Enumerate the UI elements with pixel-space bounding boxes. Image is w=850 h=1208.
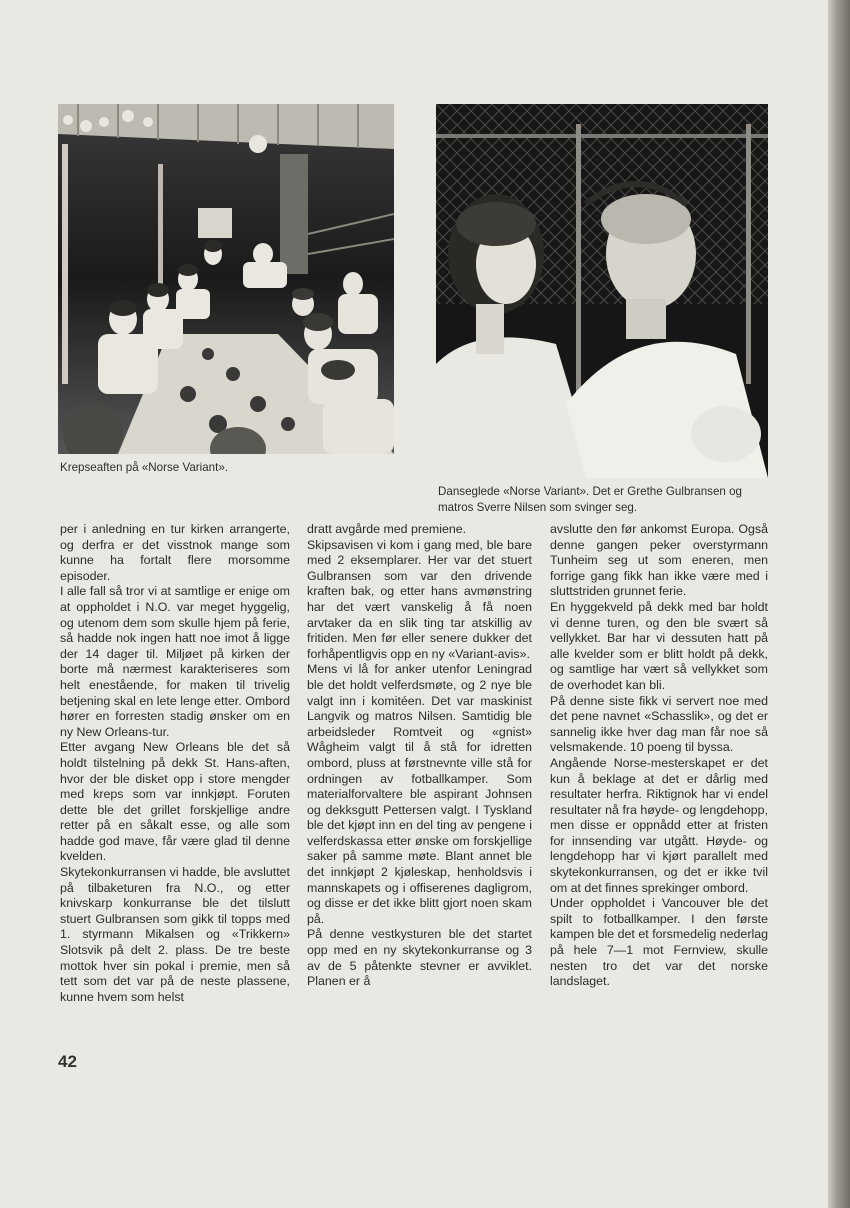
photo-dancing-couple	[436, 104, 768, 478]
paragraph: En hyggekveld på dekk med bar holdt vi denne turen, og den ble svært så vellykket. Bar har vi dessuten hatt på alle kvelder som er blitt holdt på dekk, og samtlige har vært så vellykket som de overhodet kan bli.	[550, 599, 768, 692]
text-column-3	[550, 522, 768, 990]
paragraph: På denne siste fikk vi servert noe med det pene navnet «Schasslik», og det er sannelig ikke hver dag man får noe så velsmakende. 10 poeng til byssa.	[550, 693, 768, 755]
page-binding-edge	[828, 0, 850, 1208]
paragraph: per i anledning en tur kirken arrangerte, og derfra er det visstnok mange som kunne ha fortalt flere morsomme episoder.	[60, 522, 290, 583]
paragraph: avslutte den før ankomst Europa. Også denne gangen peker overstyrmann Tunheim seg ut som eneren, men forrige gang fikk han ikke være med i sluttstriden grunnet ferie.	[550, 522, 768, 599]
paragraph: Skipsavisen vi kom i gang med, ble bare med 2 eksemplarer. Her var det stuert Gulbransen som var den drivende kraften bak, og etter hans avmønstring har det vært vanskelig å få noen arvtaker da en slik ting tar atskillig av fritiden. Men før eller senere dukker det forhåpentligvis opp en ny «Variant-avis».	[307, 537, 532, 661]
paragraph: Mens vi lå for anker utenfor Leningrad ble det holdt velferdsmøte, og 2 nye ble valgt inn i komitéen. Det var maskinist Langvik og matros Nilsen. Samtidig ble arbeidsleder Romtveit og «gnist» Wågheim valgt til å stå for idretten ombord, pluss at førstnevnte ville stå for ordningen av fotballkamper. Som materialforvaltere ble aspirant Johnsen og dekksgutt Pettersen valgt. I Tyskland ble det kjøpt inn en del ting av pengene i velferdskassa etter ønske om forskjellige saker på samme møte. Blant annet ble det innkjøpt 2 kjøleskap, henholdsvis i mannskapets og i offiserenes dagligrom, og disse er det ikke blitt gjort noen skam på.	[307, 662, 532, 926]
text-column-2	[307, 522, 532, 990]
photo-crayfish-party	[58, 104, 394, 454]
photo-caption-left: Krepseaften på «Norse Variant».	[60, 461, 228, 474]
page-number: 42	[58, 1052, 77, 1071]
paragraph: I alle fall så tror vi at samtlige er enige om at oppholdet i N.O. var meget hyggelig, og utenom dem som skulle hjem på ferie, så hadde nok ingen hatt noe imot å ligge der 14 dager til. Miljøet på kirken der borte må nærmest karakteriseres som helt enestående, for maken til trivelig betjening skal en lete lenge etter. Ombord hører en forresten stadig ønsker om en ny New Orleans-tur.	[60, 584, 290, 739]
paragraph: Angående Norse-mesterskapet er det kun å beklage at det er dårlig med resultater herfra. Riktignok har vi endel resultater nå fra høyde- og lengdehopp, men disse er oppnådd etter at fristen for innsending var utgått. Høyde- og lengdehopp har vi kjørt parallelt med skytekonkurransen, og det er ikke tvil om at det finnes sprekinger ombord.	[550, 755, 768, 895]
paragraph: Under oppholdet i Vancouver ble det spilt to fotballkamper. I den første kampen ble det et forsmedelig nederlag på hele 7—1 mot Fernview, skulle nesten tro det var det norske landslaget.	[550, 896, 768, 989]
paragraph: Etter avgang New Orleans ble det så holdt tilstelning på dekk St. Hans-aften, hvor der ble disket opp i store mengder med kreps som var innkjøpt. Foruten dette ble det grillet forskjellige andre retter på en såkalt esse, og alle som hadde god mave, får være glad til denne kvelden.	[60, 740, 290, 864]
paragraph: dratt avgårde med premiene.	[307, 522, 467, 536]
paragraph: Skytekonkurransen vi hadde, ble avsluttet på tilbaketuren fra N.O., og etter knivskarp konkurranse ble det tilslutt stuert Gulbransen som gikk til topps med 1. styrmann Mikalsen og «Trikkern» Slotsvik på delt 2. plass. De tre beste mottok hver sin pokal i premie, men så tett som det var på de neste plassene, kunne hvem som helst	[60, 865, 290, 1004]
text-column-1	[60, 522, 290, 1005]
paragraph: På denne vestkysturen ble det startet opp med en ny skytekonkurranse og 3 av de 5 påtenkte stevner er avviklet. Planen er å	[307, 927, 532, 989]
photo-caption-right: Danseglede «Norse Variant». Det er Grethe Gulbransen og matros Sverre Nilsen som svinger seg.	[438, 485, 742, 514]
